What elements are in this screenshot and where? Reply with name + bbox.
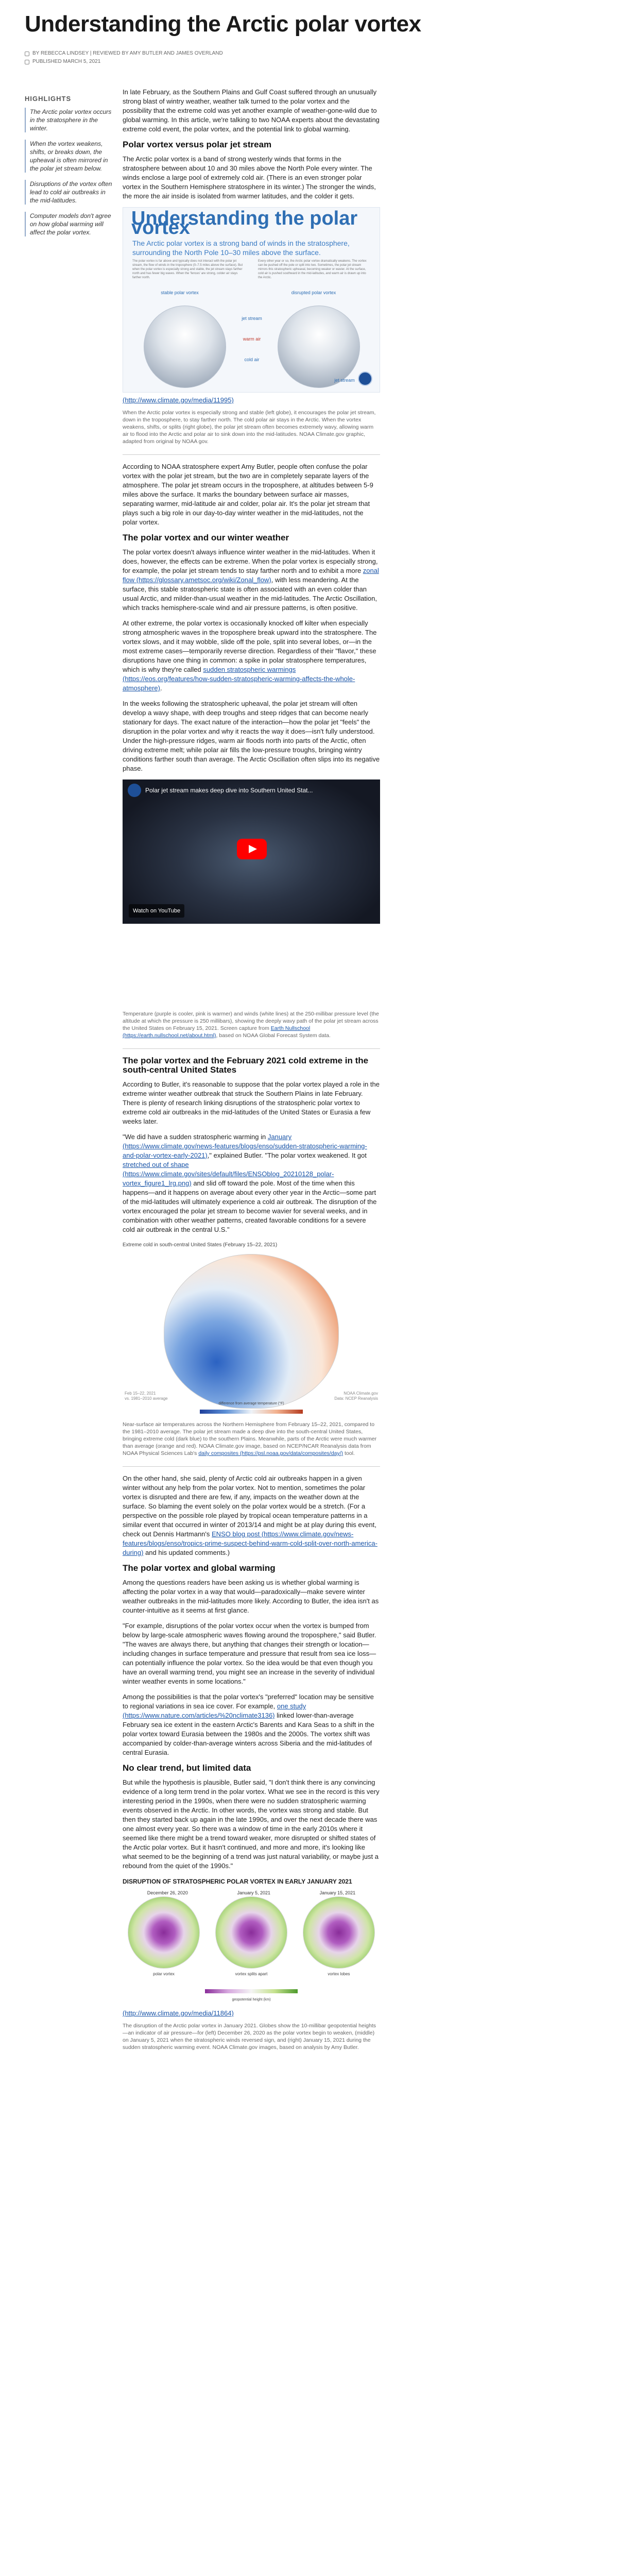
infographic-title: Understanding the polar vortex — [131, 208, 358, 239]
feb-paragraph-1: According to Butler, it's reasonable to suppose that the polar vortex played a role in the extreme winter weather outbreak that struck the Southern Plains in late February. There is plenty of research linking disruptions of the stratospheric polar vortex to extreme cold air outbreaks in the mid-latitudes of the United States or Eurasia a few weeks later. — [123, 1080, 380, 1125]
byline-author: BY REBECCA LINDSEY | REVIEWED BY AMY BUTLER AND JAMES OVERLAND — [32, 50, 223, 56]
globe-jan-15 — [303, 1896, 375, 1969]
video-title[interactable]: Polar jet stream makes deep dive into Southern United Stat... — [145, 787, 313, 794]
section-divider — [123, 1466, 380, 1467]
byline-published: PUBLISHED MARCH 5, 2021 — [32, 59, 101, 64]
youtube-video-embed[interactable] — [123, 779, 380, 924]
map-credit: NOAA Climate.gov Data: NCEP Reanalysis — [334, 1391, 378, 1401]
cold-outbreak-paragraph: On the other hand, she said, plenty of Arctic cold air outbreaks happen in a given winter without any help from the polar vortex. Not to mention, sometimes the polar vortex is disrupted and there are few, if any, impacts on the weather down at the surface. So blaming the event solely on the polar vortex would be a stretch. (For a perspective on the possible role played by tropical ocean temperature patterns in a similar event that occurred in winter of 2013/14 and might be at play during this event, check out Dennis Hartmann's ENSO blog post (https://www.climate.gov/news-features/blogs/enso/tropics-prime-suspect-behind-warm-cold-split-over-north-america-during) and his updated comments.) — [123, 1475, 377, 1556]
zonal-flow-link[interactable]: zonal flow (https://glossary.ametsoc.org/wiki/Zonal_flow) — [123, 567, 379, 584]
section-heading-winter-weather: The polar vortex and our winter weather — [123, 533, 289, 543]
channel-avatar[interactable] — [128, 784, 141, 797]
disruption-figure-title: DISRUPTION OF STRATOSPHERIC POLAR VORTEX IN EARLY JANUARY 2021 — [123, 1878, 352, 1885]
jet-stream-label: jet stream — [242, 316, 262, 321]
play-icon[interactable] — [237, 839, 267, 859]
video-caption: Temperature (purple is cooler, pink is warmer) and winds (white lines) at the 250-millibar pressure level (the altitude at which the pressure is 250 millibars), showing the deeply wavy path of the polar jet stream across the United States on February 15, 2021. Screen capture from Earth Nullschool (https://earth.nullschool.net/about.html), based on NOAA Global Forecast System data. — [123, 1011, 379, 1039]
winter-paragraph-1: The polar vortex doesn't always influence winter weather in the mid-latitudes. When it does, however, the effects can be extreme. When the polar vortex is especially strong, for example, the polar jet stream tends to stay farther north and to exhibit a more zonal flow (https://glossary.ametsoc.org/wiki/Zonal_flow), with less meandering. At the surface, this stable stratospheric state is often associated with an even colder than usual Arctic, and milder-than-usual weather in the mid-latitudes. The Arctic Oscillation, which tracks hemisphere-scale wind and air pressure patterns, is often positive. — [123, 548, 379, 612]
vortex-definition-paragraph: The Arctic polar vortex is a band of strong westerly winds that forms in the stratosphere between about 10 and 30 miles above the North Pole every winter. The winds enclose a large pool of extremely cold air. (There is an even stronger polar vortex in the Southern Hemisphere stratosphere in its winter.) The stronger the winds, the more the air inside is isolated from warmer latitudes, and the colder it gets. — [123, 155, 376, 200]
winter-paragraph-2: At other extreme, the polar vortex is occasionally knocked off kilter when especially strong atmospheric waves in the troposphere break upward into the stratosphere. The vortex slows, and it may wobble, slide off the pole, split into several lobes, or—in the most extreme cases—temporarily reverse direction. Regardless of their "flavor," these disruptions have one thing in common: a spike in polar stratosphere temperatures, which is why they're called sudden stratospheric warmings (https://eos.org/features/how-sudden-stratospheric-warming-affects-the-whole-atmosphere). — [123, 619, 377, 692]
section-divider — [123, 1048, 380, 1049]
section-heading-vortex-vs-jet: Polar vortex versus polar jet stream — [123, 140, 272, 149]
polar-vortex-infographic — [123, 207, 380, 393]
date-label: January 15, 2021 — [319, 1890, 356, 1895]
gw-paragraph-1: Among the questions readers have been asking us is whether global warming is affecting the polar vortex in a way that would—paradoxically—make severe winter weather outbreaks in the mid-latitudes more likely. According to Butler, the idea isn't as counter-intuitive as it seems at first glance. — [123, 1579, 379, 1614]
intro-paragraph: In late February, as the Southern Plains and Gulf Coast suffered through an unusually strong blast of wintry weather, weather talk turned to the polar vortex and the possibility that the extreme cold was yet another example of weather-gone-wild due to global warming. In this article, we're talking to two NOAA experts about the devastating extreme cold event, the polar vortex, and the potential link to global warming. — [123, 88, 380, 133]
globe-label: vortex splits apart — [235, 1972, 268, 1976]
highlight-item: The Arctic polar vortex occurs in the stratosphere in the winter. — [25, 108, 112, 132]
ssw-link[interactable]: sudden stratospheric warmings (https://eos.org/features/how-sudden-stratospheric-warming-affects-the-whole-atmosphere) — [123, 666, 355, 692]
article-body — [123, 88, 380, 2060]
highlights-sidebar — [25, 95, 112, 244]
globe-label: vortex lobes — [328, 1972, 350, 1976]
geopotential-color-scale — [205, 1989, 298, 1993]
winter-paragraph-3: In the weeks following the stratospheric upheaval, the polar jet stream will often develop a wavy shape, with deep troughs and steep ridges that can become nearly stationary for days. The exact nature of the interaction—how the polar jet "feels" the disruption in the polar vortex and why it reacts the way it does—isn't fully understood. Under the high-pressure ridges, warm air floods north into parts of the Arctic, often driving extreme melt; while polar air fills the low-pressure troughs, bringing wintry conditions farther south than average. The Arctic Oscillation often slips into its negative phase. — [123, 700, 380, 772]
gw-paragraph-2: "For example, disruptions of the polar vortex occur when the vortex is bumped from below by large-scale atmospheric waves flowing around the troposphere," said Butler. "The waves are always there, but anything that changes their strength or location—including changes in surface temperature and pressure that result from sea ice loss—can potentially influence the polar vortex. So the idea would be that even though you have an overall warming trend, you might see an increase in the severity of individual winter weather events in some locations." — [123, 1622, 376, 1685]
calendar-icon — [25, 60, 29, 64]
byline — [25, 49, 223, 66]
section-divider — [123, 454, 380, 455]
globe-jan-5 — [215, 1896, 287, 1969]
disrupted-vortex-label: disrupted polar vortex — [291, 290, 336, 295]
map-caption: Near-surface air temperatures across the Northern Hemisphere from February 15–22, 2021, compared to the 1981–2010 average. The polar jet stream made a deep dive into the south-central United States, bringing extreme cold (dark blue) to the southern Plains. Meanwhile, parts of the Arctic were much warmer than average (orange and red). NOAA Climate.gov image, based on NCEP/NCAR Reanalysis data from NOAA Physical Sciences Lab's daily composites (https://psl.noaa.gov/data/composites/day/) tool. — [123, 1421, 377, 1456]
northern-hemisphere-map — [164, 1254, 339, 1409]
date-label: January 5, 2021 — [237, 1890, 271, 1895]
enso-blog-link[interactable]: ENSO blog post (https://www.climate.gov/news-features/blogs/enso/tropics-prime-suspect-behind-warm-cold-split-over-north-america-during) — [123, 1530, 377, 1556]
section-heading-global-warming: The polar vortex and global warming — [123, 1563, 276, 1573]
disruption-figure-link[interactable]: (http://www.climate.gov/media/11864) — [123, 2009, 234, 2017]
jet-vs-vortex-paragraph: According to NOAA stratosphere expert Amy Butler, people often confuse the polar vortex with the polar jet stream, but the two are in completely separate layers of the atmosphere. The polar jet stream occurs in the troposphere, at altitudes between 5-9 miles above the surface. It marks the boundary between surface air masses, separating warmer, mid-latitude air and colder, polar air. It's the polar jet stream that plays such a big role in our day-to-day winter weather in the mid-latitudes, not the polar vortex. — [123, 463, 373, 526]
infographic-subtitle: The Arctic polar vortex is a strong band of winds in the stratosphere, surrounding the North Pole 10–30 miles above the surface. — [132, 239, 350, 257]
daily-composites-link[interactable]: daily composites (https://psl.noaa.gov/data/composites/day/) — [198, 1450, 344, 1456]
one-study-link[interactable]: one study (https://www.nature.com/articles/%20nclimate3136) — [123, 1702, 306, 1719]
highlight-item: Computer models don't agree on how global warming will affect the polar vortex. — [25, 212, 112, 236]
video-spacer — [123, 929, 380, 1006]
highlight-item: Disruptions of the vortex often lead to cold air outbreaks in the mid-latitudes. — [25, 180, 112, 205]
map-date-note: Feb 15–22, 2021 vs. 1981–2010 average — [125, 1391, 168, 1401]
section-heading-feb-2021: The polar vortex and the February 2021 cold extreme in the south-central United States — [123, 1056, 369, 1075]
temperature-anomaly-map — [123, 1252, 380, 1417]
page-title: Understanding the Arctic polar vortex — [25, 11, 421, 37]
watch-on-youtube-button[interactable]: Watch on YouTube — [129, 904, 184, 918]
globe-dec-26 — [128, 1896, 200, 1969]
section-heading-no-clear-trend: No clear trend, but limited data — [123, 1763, 251, 1773]
vortex-disruption-figure — [123, 1877, 380, 2006]
disrupted-vortex-globe — [278, 306, 360, 388]
warm-air-label: warm air — [243, 336, 261, 342]
date-label: December 26, 2020 — [147, 1890, 188, 1895]
geopotential-scale-label: geopotential height (km) — [232, 1998, 271, 2002]
highlights-heading: HIGHLIGHTS — [25, 95, 72, 103]
author-icon — [25, 52, 29, 56]
temperature-color-scale — [200, 1410, 303, 1414]
feb-paragraph-2: "We did have a sudden stratospheric warming in January (https://www.climate.gov/news-features/blogs/enso/sudden-stratospheric-warming-and-polar-vortex-early-2021)," explained Butler. "The polar vortex weakened. It got stretched out of shape (https://www.climate.gov/sites/default/files/ENSOblog_20210128_polar-vortex_figure1_lrg.png) and slid off toward the pole. Most of the time when this happens—and it happens on average about every other year in the Arctic—some part of the mid-latitudes will ultimately experience a cold air outbreak. The disruption of the vortex encouraged the polar jet stream to become wavier for several weeks, and in combination with other weather patterns, created favorable conditions for a severe cold air outbreak in the central U.S." — [123, 1133, 377, 1233]
map-scale-label: difference from average temperature (°F) — [218, 1402, 284, 1405]
infographic-link[interactable]: (http://www.climate.gov/media/11995) — [123, 396, 234, 404]
noaa-logo — [358, 371, 372, 386]
infographic-left-text: The polar vortex is far above and typically does not interact with the polar jet stream, the flow of winds in the troposphere (0–7.5 miles above the surface). But when the polar vortex is especially strong and stable, the jet stream stays farther north and has fewer big waves. When the 'fences' are strong, colder air stays farther north. — [132, 260, 243, 279]
jet-stream-label-right: jet stream — [334, 378, 355, 383]
infographic-right-text: Every other year or so, the Arctic polar vortex dramatically weakens. The vortex can be pushed off the pole or split into two. Sometimes, the polar jet stream mirrors this stratospheric upheaval, becoming weaker or wavier. At the surface, cold air is pushed southward in the mid-latitudes, and warm air is drawn up into the Arctic. — [258, 260, 367, 279]
january-ssw-link[interactable]: January (https://www.climate.gov/news-features/blogs/enso/sudden-stratospheric-warming-and-polar-vortex-early-2021) — [123, 1133, 367, 1159]
earth-nullschool-link[interactable]: Earth Nullschool (https://earth.nullschool.net/about.html) — [123, 1025, 311, 1039]
stretched-vortex-link[interactable]: stretched out of shape (https://www.climate.gov/sites/default/files/ENSOblog_20210128_polar-vortex_figure1_lrg.png) — [123, 1161, 334, 1187]
gw-paragraph-3: Among the possibilities is that the polar vortex's "preferred" location may be sensitive to regional variations in sea ice cover. For example, one study (https://www.nature.com/articles/%20nclimate3136) linked lower-than-average February sea ice extent in the eastern Arctic's Barents and Kara Seas to a shift in the polar vortex toward Eurasia between the 1980s and the 2000s. The vortex shift was accompanied by colder-than-average winters across Siberia and the mid-latitudes of central Eurasia. — [123, 1693, 374, 1756]
trend-paragraph: But while the hypothesis is plausible, Butler said, "I don't think there is any convincing evidence of a long term trend in the polar vortex. What we see in the record is this very interesting period in the 1990s, when there were no sudden stratospheric warming events observed in the Arctic. In other words, the vortex was strong and stable. But then they started back up again in the late 1990s, and over the next decade there was one almost every year. So there was a window of time in the early 2010s where it seemed like there might be a trend toward weaker, more disrupted or shifted states of the Arctic polar vortex. But it hasn't continued, and more and more, it's looking like what seemed to be the beginning of a trend was just natural variability, or maybe just a rebound from the quiet of the 1990s." — [123, 1778, 380, 1870]
globe-label: polar vortex — [153, 1972, 175, 1976]
cold-air-label: cold air — [244, 357, 260, 362]
stable-vortex-label: stable polar vortex — [161, 290, 199, 295]
map-title: Extreme cold in south-central United States (February 15–22, 2021) — [123, 1242, 278, 1248]
disruption-caption: The disruption of the Arctic polar vortex in January 2021. Globes show the 10-millibar geopotential heights—an indicator of air pressure—for (left) December 26, 2020 as the polar vortex begin to weaken, (middle) on January 5, 2021 when the stratospheric winds reversed sign, and (right) January 15, 2021 during the sudden stratospheric warming event. NOAA Climate.gov images, based on analysis by Amy Butler. — [123, 2023, 376, 2050]
highlight-item: When the vortex weakens, shifts, or breaks down, the upheaval is often mirrored in the polar jet stream below. — [25, 140, 112, 173]
infographic-caption: When the Arctic polar vortex is especially strong and stable (left globe), it encourages the polar jet stream, down in the troposphere, to stay farther north. The cold polar air stays in the Arctic. When the vortex weakens, shifts, or splits (right globe), the polar jet stream often becomes extremely wavy, allowing warm air to flood into the Arctic and polar air to sink down into the mid-latitudes. NOAA Climate.gov graphic, adapted from original by NOAA gov. — [123, 410, 376, 445]
stable-vortex-globe — [144, 306, 226, 388]
